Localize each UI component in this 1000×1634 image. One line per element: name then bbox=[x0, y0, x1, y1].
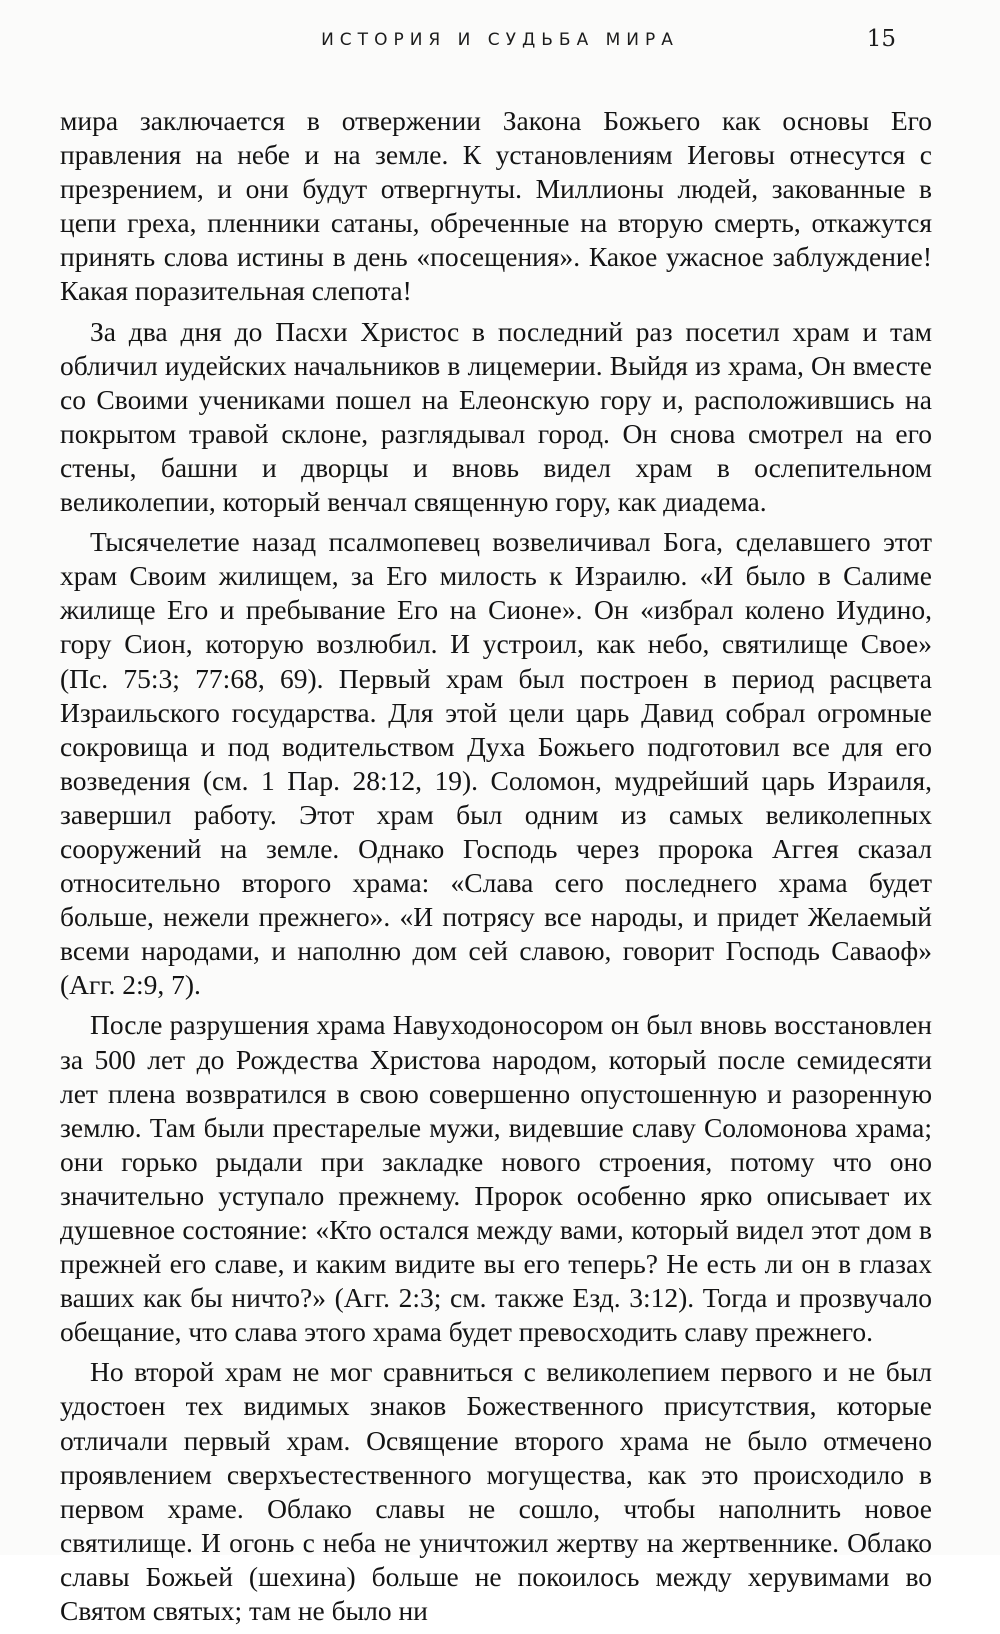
running-head bbox=[60, 26, 940, 58]
running-title: ИСТОРИЯ И СУДЬБА МИРА bbox=[321, 30, 679, 50]
paragraph: После разрушения храма Навуходоносором он был вновь восстановлен за 500 лет до Рождества Христова народом, который после семидесяти лет плена возвратился в свою совершенно опустошенную и разоренную землю. Там были престарелые мужи, видевшие славу Соломонова храма; они горько рыдали при закладке нового строения, потому что оно значительно уступало прежнему. Пророк особенно ярко описывает их душевное состояние: «Кто остался между вами, который видел этот дом в прежней его славе, и каким видите вы его теперь? Не есть ли он в глазах ваших как бы ничто?» (Агг. 2:3; см. также Езд. 3:12). Тогда и прозвучало обещание, что слава этого храма будет превосходить славу прежнего. bbox=[60, 1009, 932, 1348]
paragraph: За два дня до Пасхи Христос в последний раз посетил храм и там обличил иудейских начальников в лицемерии. Выйдя из храма, Он вместе со Своими учениками пошел на Елеонскую гору и, расположившись на покрытом травой склоне, разглядывал город. Он снова смотрел на его стены, башни и дворцы и вновь видел храм в ослепительном великолепии, который венчал священную гору, как диадема. bbox=[60, 315, 932, 518]
paragraph: мира заключается в отвержении Закона Божьего как основы Его правления на небе и на земле. К установлениям Иеговы отнесутся с презрением, и они будут отвергнуты. Миллионы людей, закованные в цепи греха, пленники сатаны, обреченные на вторую смерть, откажутся принять слова истины в день «посещения». Какое ужасное заблуждение! Какая поразительная слепота! bbox=[60, 105, 932, 307]
paragraph: Но второй храм не мог сравниться с великолепием первого и не был удостоен тех видимых знаков Божественного присутствия, которые отличали первый храм. Освящение второго храма не было отмечено проявлением сверхъестественного могущества, как это происходило в первом храме. Облако славы не сошло, чтобы наполнить новое святилище. И огонь с неба не уничтожил жертву на жертвеннике. Облако славы Божьей (шехина) больше не покоилось между херувимами во Святом святых; там не было ни bbox=[60, 1356, 932, 1627]
paragraph: Тысячелетие назад псалмопевец возвеличивал Бога, сделавшего этот храм Своим жилищем, за Его милость к Израилю. «И было в Салиме жилище Его и пребывание Его на Сионе». Он «избрал колено Иудино, гору Сион, которую возлюбил. И устроил, как небо, святилище Свое» (Пс. 75:3; 77:68, 69). Первый храм был построен в период расцвета Израильского государства. Для этой цели царь Давид собрал огромные сокровища и под водительством Духа Божьего подготовил все для его возведения (см. 1 Пар. 28:12, 19). Соломон, мудрейший царь Израиля, завершил работу. Этот храм был одним из самых великолепных сооружений на земле. Однако Господь через пророка Аггея сказал относительно второго храма: «Слава сего последнего храма будет больше, нежели прежнего». «И потрясу все народы, и придет Желаемый всеми народами, и наполню дом сей славою, говорит Господь Саваоф» (Агг. 2:9, 7). bbox=[60, 526, 932, 1001]
page-number: 15 bbox=[866, 26, 896, 52]
body-text bbox=[60, 104, 932, 1634]
